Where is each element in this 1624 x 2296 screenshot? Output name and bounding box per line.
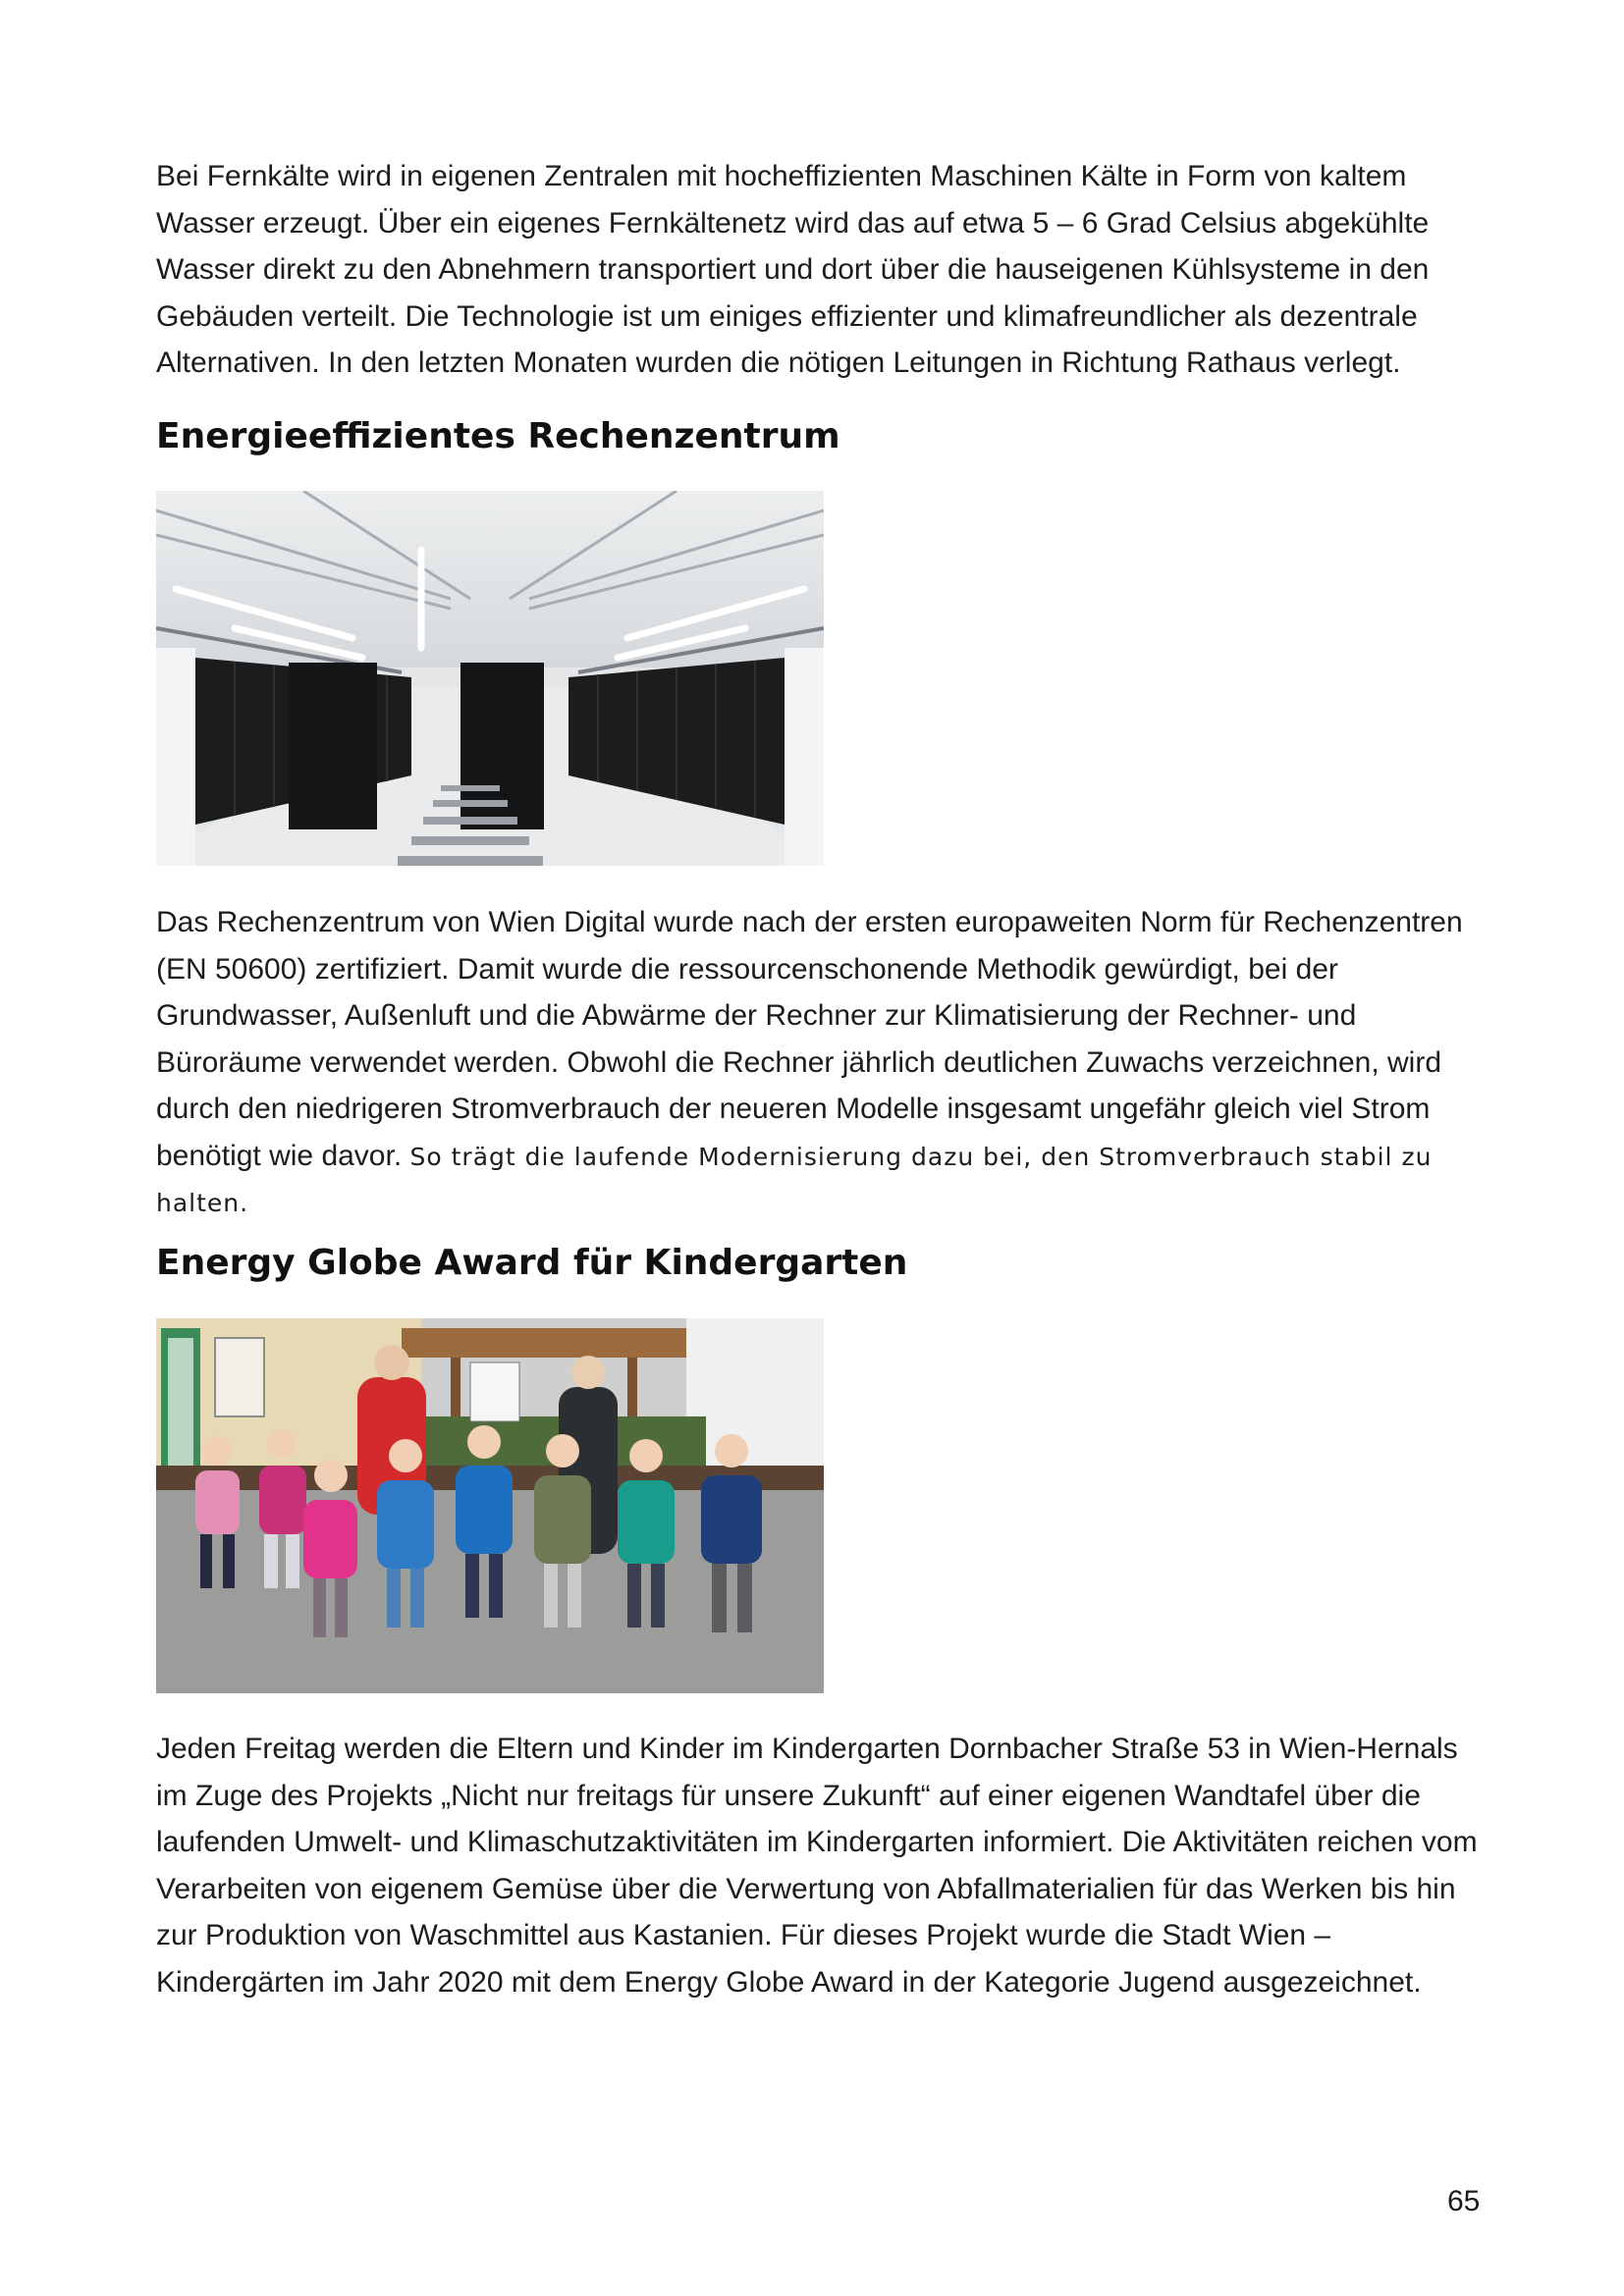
paragraph-fernkaelte: Bei Fernkälte wird in eigenen Zentralen mit hocheffizienten Maschinen Kälte in Form von kaltem Wasser erzeugt. Über ein eigenes Fernkältenetz wird das auf etwa 5 – 6 Grad Celsius abgekühlte Wasser direkt zu den Abnehmern transportiert und dort über die hauseigenen Kühlsysteme in den Gebäuden verteilt. Die Technologie ist um einiges effizienter und klimafreundlicher als dezentrale Alternativen. In den letzten Monaten wurden die nötigen Leitungen in Richtung Rathaus verlegt.	[156, 160, 1430, 379]
paragraph-kindergarten: Jeden Freitag werden die Eltern und Kinder im Kindergarten Dornbacher Straße 53 in Wien-Hernals im Zuge des Projekts „Nicht nur freitags für unsere Zukunft“ auf einer eigenen Wandtafel über die laufenden Umwelt- und Klimaschutzaktivitäten im Kindergarten informiert. Die Aktivitäten reichen vom Verarbeiten von eigenem Gemüse über die Verwertung von Abfallmaterialien für das Werken bis hin zur Produktion von Waschmittel aus Kastanien. Für dieses Projekt wurde die Stadt Wien – Kindergärten im Jahr 2020 mit dem Energy Globe Award in der Kategorie Jugend ausgezeichnet.	[156, 1733, 1478, 1999]
kindergarten-award-photo	[156, 1318, 824, 1693]
page-number: 65	[1447, 2185, 1481, 2217]
heading-rechenzentrum: Energieeffizientes Rechenzentrum	[156, 416, 840, 456]
paragraph-rechenzentrum	[156, 899, 1482, 1226]
data-center-photo	[156, 491, 824, 866]
paragraph-rechenzentrum-main: Das Rechenzentrum von Wien Digital wurde nach der ersten europaweiten Norm für Rechenzentren (EN 50600) zertifiziert. Damit wurde die ressourcenschonende Methodik gewürdigt, bei der Grundwasser, Außenluft und die Abwärme der Rechner zur Klimatisierung der Rechner- und Büroräume verwendet werden. Obwohl die Rechner jährlich deutlichen Zuwachs verzeichnen, wird durch den niedrigeren Stromverbrauch der neueren Modelle insgesamt ungefähr gleich viel Strom benötigt wie davor.	[156, 906, 1463, 1172]
heading-energy-globe: Energy Globe Award für Kindergarten	[156, 1243, 908, 1283]
paragraph-rechenzentrum-tail: So trägt die laufende Modernisierung dazu bei, den Stromverbrauch stabil zu halten.	[156, 1142, 1433, 1217]
